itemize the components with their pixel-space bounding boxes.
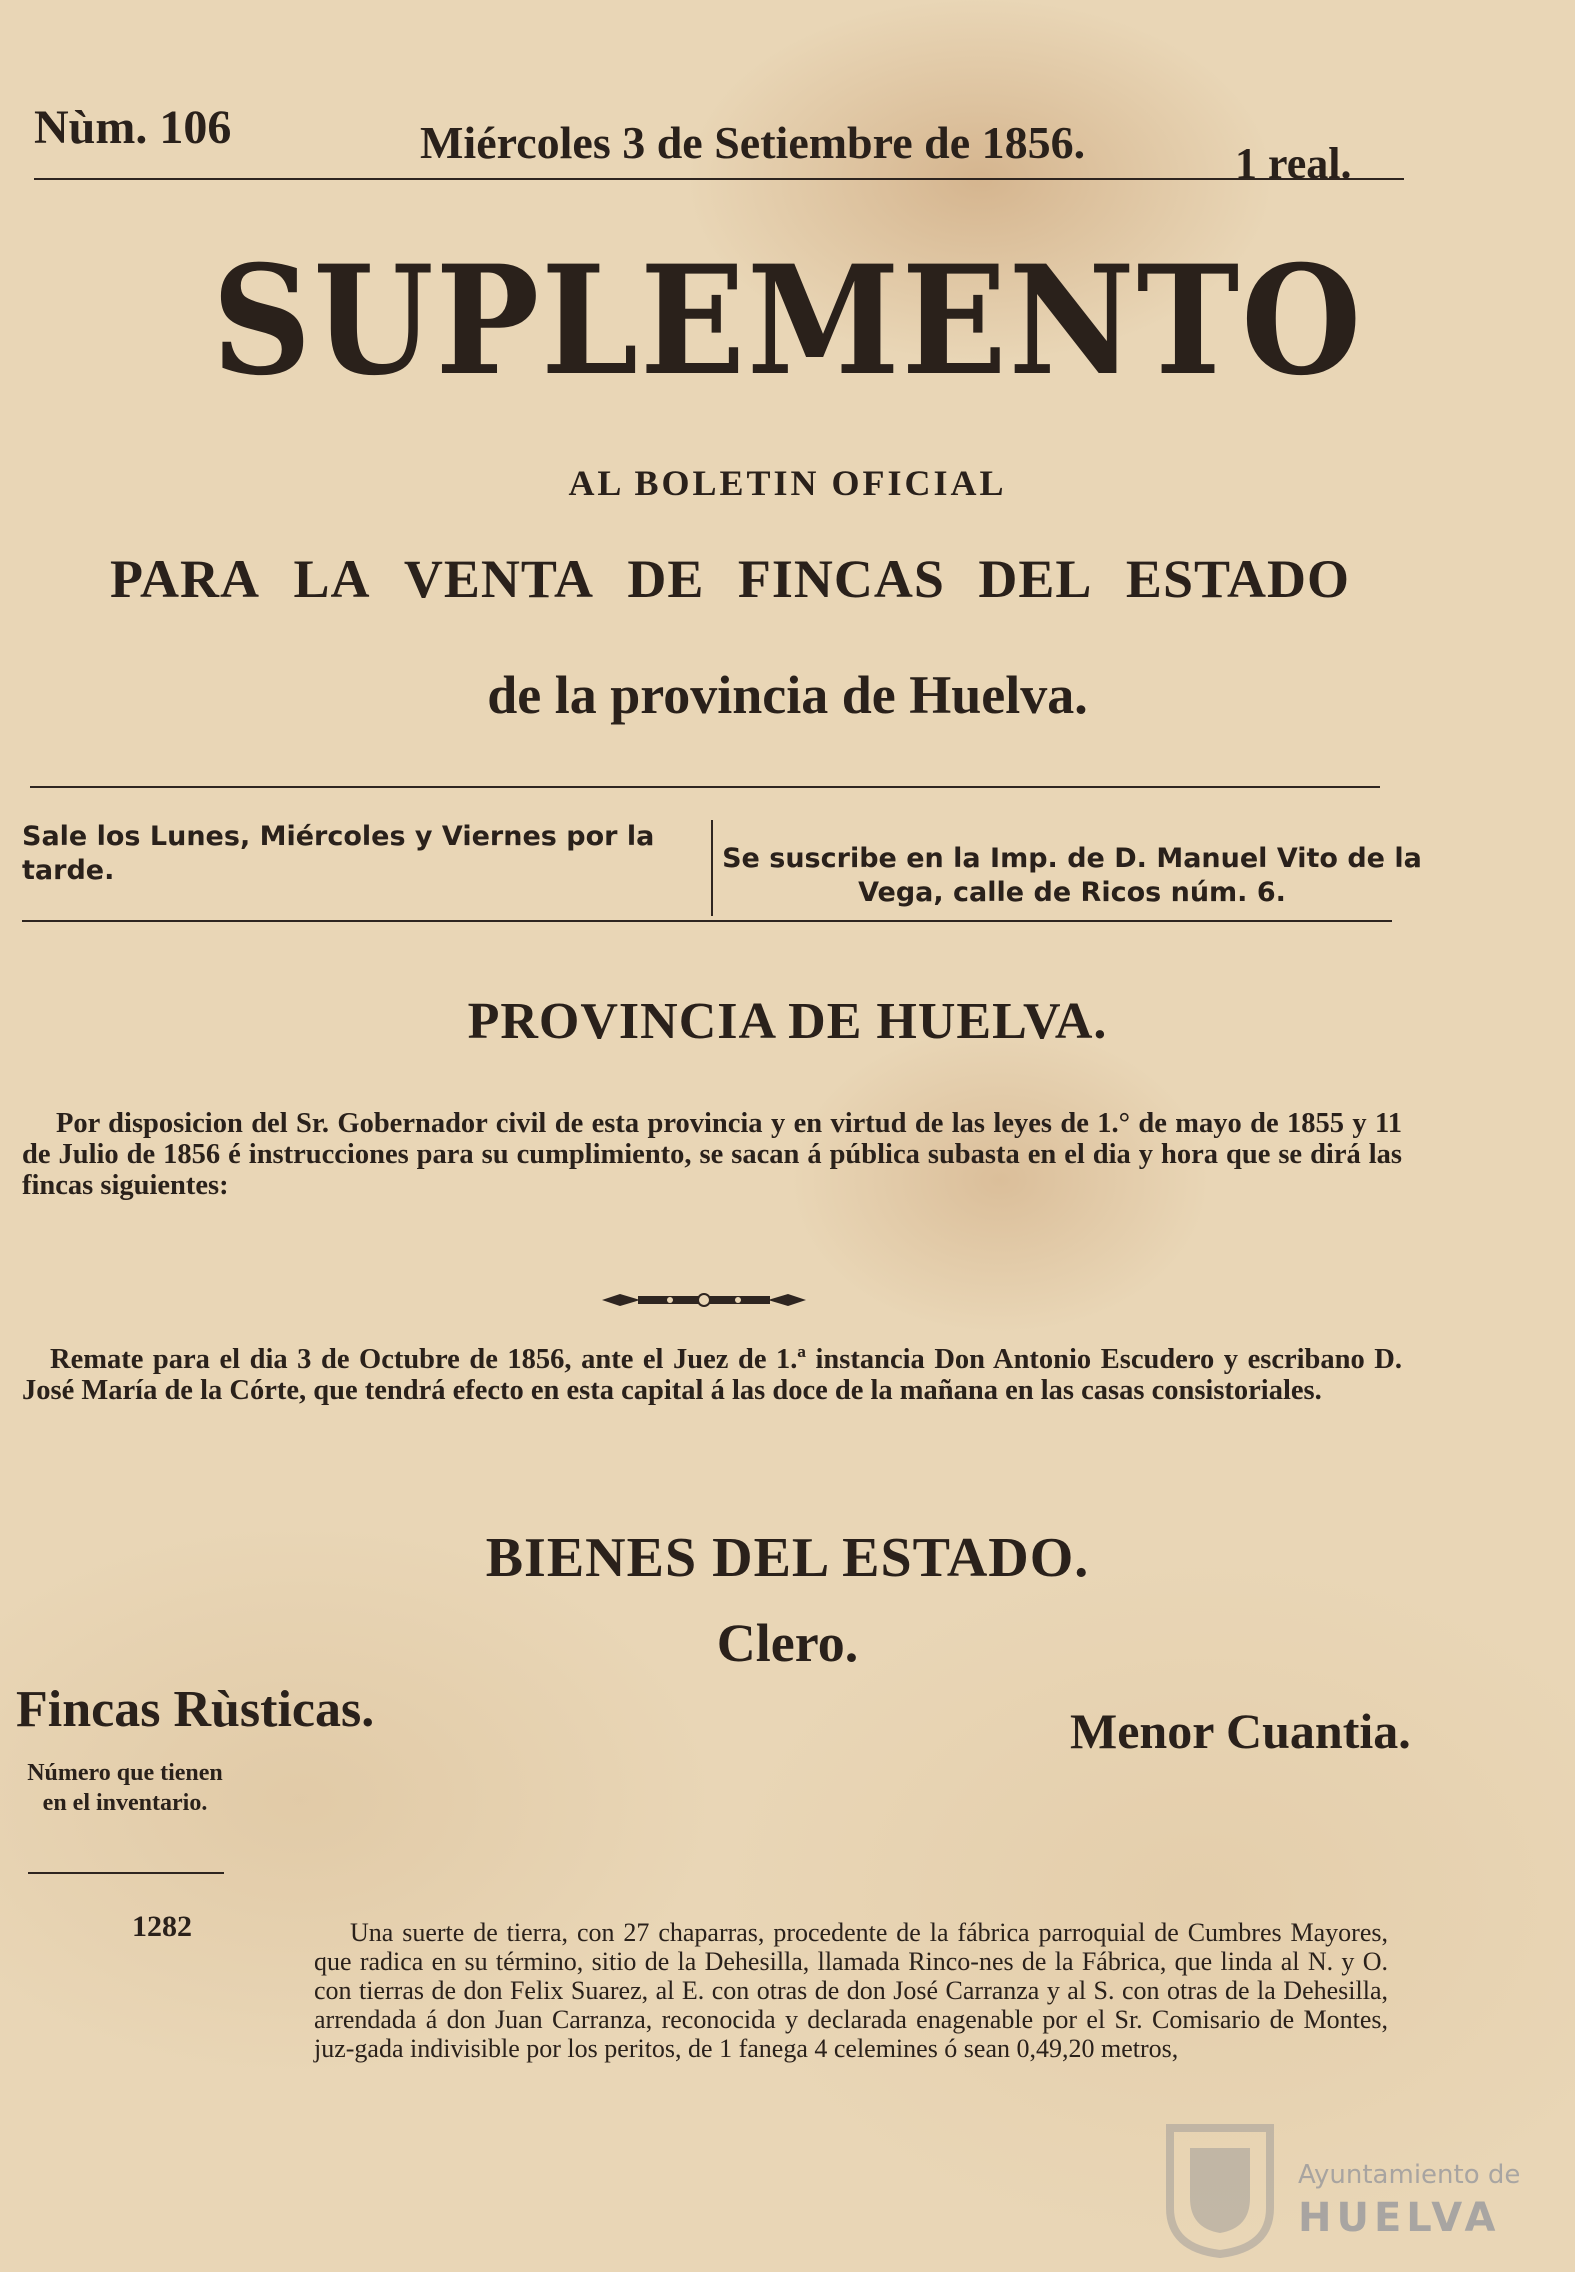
column-header-rule (28, 1872, 224, 1874)
masthead-word: PARA (110, 549, 260, 609)
intro-paragraph: Por disposicion del Sr. Gobernador civil de esta provincia y en virtud de las leyes de 1.° de mayo de 1855 y 11 de Julio de 1856 é instrucciones para su cumplimiento, se sacan á pública subasta en el dia y hora que se dirá las fincas siguientes: (22, 1108, 1402, 1201)
masthead-word: ESTADO (1125, 549, 1350, 609)
watermark-line2: HUELVA (1298, 2195, 1501, 2241)
issue-date: Miércoles 3 de Setiembre de 1856. (420, 117, 1086, 168)
entry-description: Una suerte de tierra, con 27 chaparras, procedente de la fábrica parroquial de Cumbres Mayores, que radica en su término, sitio de la Dehesilla, llamada Rinco-nes de la Fábrica, que linda al N. y O. con tierras de don Felix Suarez, al E. con otras de don José Carranza y al S. con otras de la Dehesilla, arrendada á don Juan Carranza, reconocida y declarada enagenable por el Sr. Comisario de Montes, juz-gada indivisible por los peritos, de 1 fanega 4 celemines ó sean 0,49,20 metros, (314, 1918, 1388, 2063)
entry-number: 1282 (132, 1910, 192, 1943)
issue-number: Nùm. 106 (34, 101, 232, 154)
issue-price: 1 real. (1235, 139, 1352, 188)
masthead-province: de la provincia de Huelva. (487, 665, 1088, 725)
masthead-subtitle-venta (110, 548, 1350, 610)
header-rule (34, 178, 1404, 180)
publication-subscription: Se suscribe en la Imp. de D. Manuel Vito de la Vega, calle de Ricos núm. 6. (722, 843, 1422, 908)
menor-title: Menor Cuantia. (1070, 1703, 1411, 1759)
ornament-divider-icon (600, 1290, 808, 1310)
masthead-word: FINCAS (737, 549, 945, 609)
masthead-title: SUPLEMENTO (211, 233, 1364, 409)
masthead-word: LA (293, 549, 371, 609)
fincas-title: Fincas Rùsticas. (16, 1681, 375, 1738)
remate-paragraph: Remate para el dia 3 de Octubre de 1856, ante el Juez de 1.ª instancia Don Antonio Escudero y escribano D. José María de la Córte, que tendrá efecto en esta capital á las doce de la mañana en las casas consistoriales. (22, 1344, 1402, 1406)
masthead-subtitle: AL BOLETIN OFICIAL (568, 463, 1007, 503)
inventory-number-header: Número que tienen en el inventario. (27, 1760, 223, 1816)
pub-bottom-rule (22, 920, 1392, 922)
masthead-word: VENTA (403, 549, 594, 609)
publication-schedule: Sale los Lunes, Miércoles y Viernes por la tarde. (22, 821, 655, 886)
pub-top-rule (30, 786, 1380, 788)
masthead-word: DE (627, 549, 705, 609)
publication-divider (711, 820, 713, 916)
masthead-word: DEL (978, 549, 1093, 609)
clero-title: Clero. (716, 1613, 859, 1673)
watermark-line1: Ayuntamiento de (1298, 2160, 1521, 2190)
bienes-title: BIENES DEL ESTADO. (485, 1527, 1090, 1589)
section-title: PROVINCIA DE HUELVA. (467, 993, 1108, 1050)
